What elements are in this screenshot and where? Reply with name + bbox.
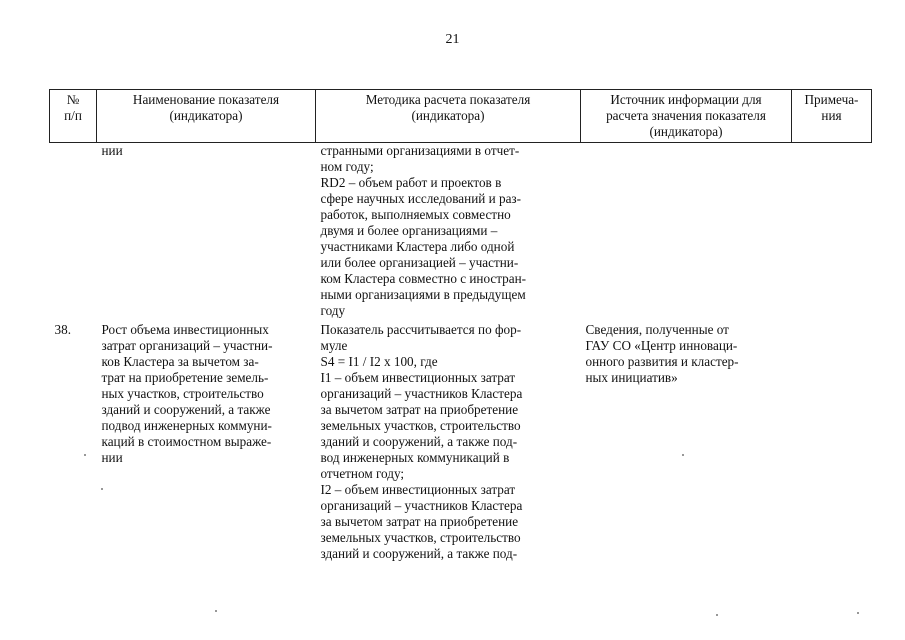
row-number-cell: [50, 143, 97, 323]
text-line: 38.: [54, 322, 71, 337]
text-line: подвод инженерных коммуни-: [101, 418, 272, 433]
text-line: зданий и сооружений, а также: [101, 402, 271, 417]
header-notes: [792, 90, 872, 143]
text-line: п/п: [64, 108, 82, 123]
scan-speck: [682, 454, 684, 456]
text-line: №: [66, 92, 80, 107]
scan-speck: [857, 612, 859, 614]
text-line: I2 – объем инвестиционных затрат: [320, 482, 516, 497]
scan-speck: [101, 488, 103, 490]
text-line: двумя и более организациями –: [320, 223, 498, 238]
calculation-method-cell: [316, 322, 581, 562]
text-line: трат на приобретение земель-: [101, 370, 269, 385]
text-line: RD2 – объем работ и проектов в: [320, 175, 502, 190]
text-line: организаций – участников Кластера: [320, 386, 523, 401]
text-line: году: [320, 303, 346, 318]
text-line: организаций – участников Кластера: [320, 498, 523, 513]
page-number: 21: [445, 32, 460, 47]
scan-speck: [716, 614, 718, 616]
text-line: затрат организаций – участни-: [101, 338, 273, 353]
text-line: странными организациями в отчет-: [320, 143, 520, 158]
header-information-source: [581, 90, 792, 143]
text-line: Наименование показателя: [132, 92, 280, 107]
text-line: (индикатора): [169, 108, 243, 123]
text-line: Примеча-: [804, 92, 859, 107]
indicator-name-cell: [97, 322, 316, 562]
information-source-cell: [581, 143, 792, 323]
text-line: ГАУ СО «Центр инноваци-: [585, 338, 738, 353]
scan-speck: [215, 610, 217, 612]
header-indicator-name: [97, 90, 316, 143]
text-line: Источник информации для: [610, 92, 762, 107]
text-line: нии: [101, 450, 123, 465]
indicators-table: [49, 89, 872, 562]
text-line: онного развития и кластер-: [585, 354, 739, 369]
text-line: за вычетом затрат на приобретение: [320, 514, 519, 529]
text-line: Показатель рассчитывается по фор-: [320, 322, 522, 337]
text-line: ных участков, строительство: [101, 386, 264, 401]
text-line: (индикатора): [649, 124, 723, 139]
text-line: участниками Кластера либо одной: [320, 239, 515, 254]
header-calculation-method: [316, 90, 581, 143]
text-line: земельных участков, строительство: [320, 418, 521, 433]
notes-cell: [792, 322, 872, 562]
text-line: работок, выполняемых совместно: [320, 207, 511, 222]
text-line: отчетном году;: [320, 466, 405, 481]
text-line: ком Кластера совместно с иностран-: [320, 271, 527, 286]
text-line: или более организацией – участни-: [320, 255, 519, 270]
table-row: [50, 143, 872, 323]
text-line: ными организациями в предыдущем: [320, 287, 526, 302]
indicator-name-cell: [97, 143, 316, 323]
text-line: зданий и сооружений, а также под-: [320, 434, 518, 449]
text-line: сфере научных исследований и раз-: [320, 191, 522, 206]
text-line: ния: [821, 108, 842, 123]
table-row: [50, 322, 872, 562]
text-line: зданий и сооружений, а также под-: [320, 546, 518, 561]
text-line: Методика расчета показателя: [365, 92, 531, 107]
header-number: [50, 90, 97, 143]
text-line: ном году;: [320, 159, 374, 174]
text-line: ков Кластера за вычетом за-: [101, 354, 259, 369]
text-line: расчета значения показателя: [606, 108, 766, 123]
text-line: каций в стоимостном выраже-: [101, 434, 272, 449]
row-number-cell: [50, 322, 97, 562]
text-line: ных инициатив»: [585, 370, 678, 385]
information-source-cell: [581, 322, 792, 562]
text-line: S4 = I1 / I2 x 100, где: [320, 354, 438, 369]
text-line: муле: [320, 338, 348, 353]
calculation-method-cell: [316, 143, 581, 323]
notes-cell: [792, 143, 872, 323]
text-line: (индикатора): [411, 108, 485, 123]
text-line: Рост объема инвестиционных: [101, 322, 269, 337]
text-line: I1 – объем инвестиционных затрат: [320, 370, 516, 385]
text-line: за вычетом затрат на приобретение: [320, 402, 519, 417]
text-line: земельных участков, строительство: [320, 530, 521, 545]
text-line: нии: [101, 143, 123, 158]
text-line: вод инженерных коммуникаций в: [320, 450, 510, 465]
text-line: Сведения, полученные от: [585, 322, 729, 337]
table-header-row: [50, 90, 872, 143]
scan-speck: [84, 454, 86, 456]
